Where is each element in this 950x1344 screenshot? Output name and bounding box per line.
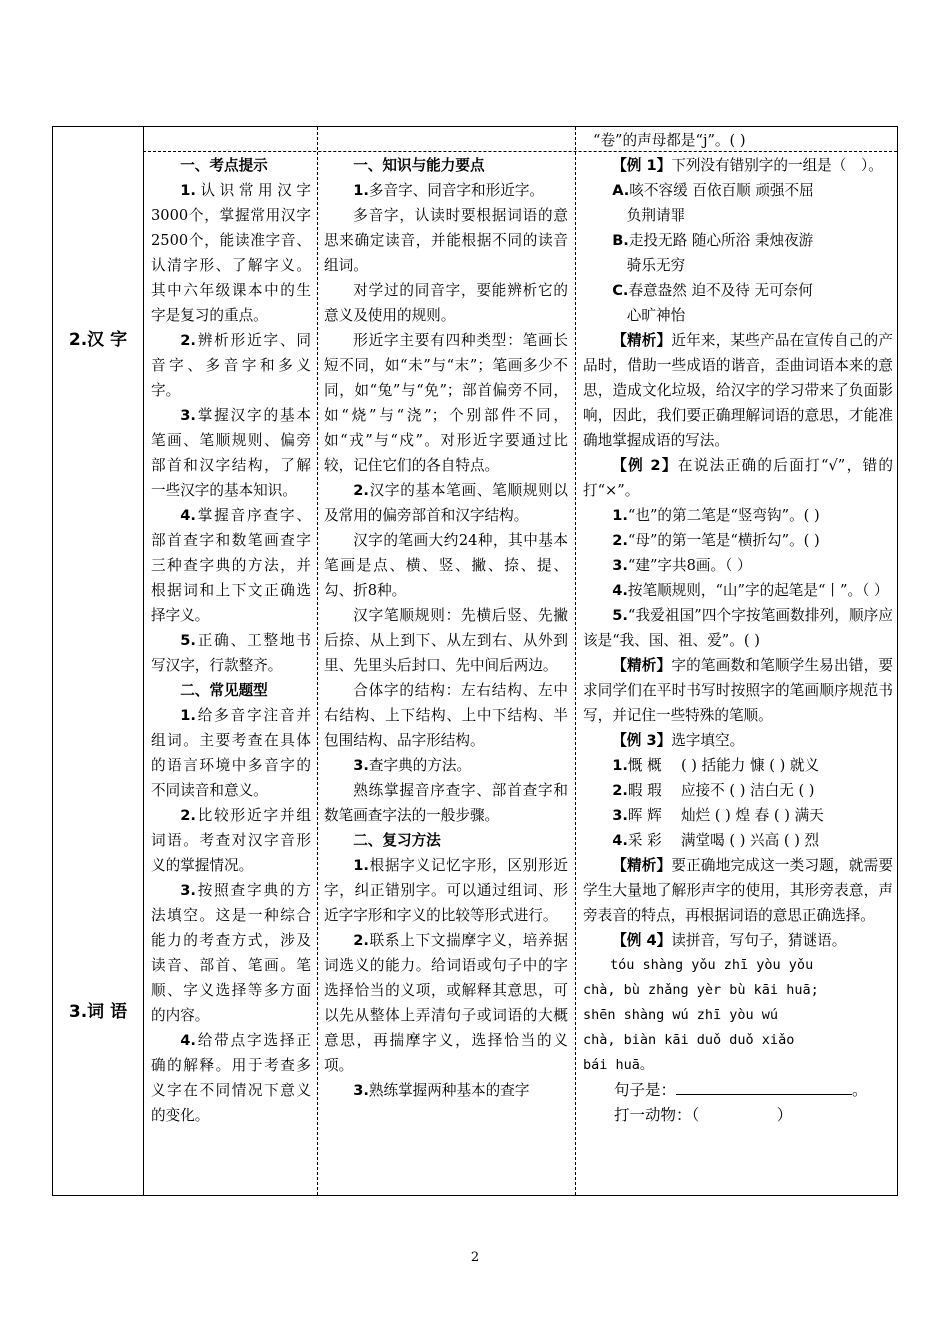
paragraph: 对学过的同音字，要能辨析它的意义及使用的规则。 — [324, 282, 568, 324]
question-item: 3.“建”字共8画。（ ） — [612, 557, 752, 574]
column-divider — [575, 127, 576, 1195]
paragraph: 3.熟练掌握两种基本的查字 — [353, 1082, 530, 1099]
content-table — [52, 126, 898, 1196]
option-continued: 心旷神怡 — [626, 307, 686, 324]
category-hanzi: 2.汉 字 — [68, 330, 128, 350]
category-ciyu: 3.词 语 — [68, 1002, 128, 1022]
analysis: 【精析】近年来，某些产品在宣传自己的产品时，借助一些成语的谐音，歪曲词语本来的意思，造成文化垃圾，给汉字的学习带来了负面影响，因此，我们要正确理解词语的意思，才能准确地掌握成语的写法。 — [583, 332, 893, 449]
paragraph: 1.认识常用汉字3000个，掌握常用汉字2500个，能读准字音、认清字形、了解字义。其中六年级课本中的生字是复习的重点。 — [151, 182, 311, 324]
paragraph: 3.按照查字典的方法填空。这是一种综合能力的考查方式，涉及读音、部首、笔画。笔顺、字义选择等多方面的内容。 — [151, 882, 311, 1024]
paragraph: 3.查字典的方法。 — [353, 757, 472, 774]
option-continued: 骑乐无穷 — [626, 257, 686, 274]
pinyin-line: chà, biàn kāi duǒ duǒ xiǎo — [583, 1032, 795, 1048]
pinyin-line: shēn shàng wú zhī yòu wú — [583, 1007, 779, 1023]
option-continued: 负荆请罪 — [626, 207, 686, 224]
pinyin-line: chà, bù zhǎng yèr bù kāi huā; — [583, 982, 819, 998]
section-heading: 二、复习方法 — [353, 832, 441, 849]
column-divider — [317, 127, 318, 1195]
example-question: 【例 4】读拼音，写句子，猜谜语。 — [612, 932, 847, 949]
paragraph: 合体字的结构：左右结构、左中右结构、上下结构、上中下结构、半包围结构、品字形结构。 — [324, 682, 568, 749]
question-item: 4.按笔顺规则，“山”字的起笔是“丨”。（ ） — [612, 582, 889, 599]
paragraph: 汉字笔顺规则：先横后竖、先撇后捺、从上到下、从左到右、从外到里、先里头后封口、先中间后两边。 — [324, 607, 568, 674]
examples-column — [583, 153, 893, 1128]
paragraph: 熟练掌握音序查字、部首查字和数笔画查字法的一般步骤。 — [324, 782, 568, 824]
question-item: 4.采 彩 满堂喝 ( ) 兴高 ( ) 烈 — [612, 832, 820, 849]
section-heading: 二、常见题型 — [180, 682, 268, 699]
column-divider — [143, 127, 144, 1195]
paragraph: 2.比较形近字并组词语。考查对汉字音形义的掌握情况。 — [151, 807, 311, 874]
paragraph: 4.掌握音序查字、部首查字和数笔画查字三种查字典的方法，并根据词和上下文正确选择字义。 — [151, 507, 311, 624]
question-item: 2.暇 瑕 应接不 ( ) 洁白无 ( ) — [612, 782, 815, 799]
example-question: 【例 3】选字填空。 — [612, 732, 745, 749]
exam-points-column — [151, 153, 311, 1128]
question-item: 3.晖 辉 灿烂 ( ) 煌 春 ( ) 满天 — [612, 807, 824, 824]
section-heading: 一、考点提示 — [180, 157, 268, 174]
analysis: 【精析】字的笔画数和笔顺学生易出错，要求同学们在平时书写时按照字的笔画顺序规范书写，并记住一些特殊的笔顺。 — [583, 657, 893, 724]
paragraph: 多音字，认读时要根据词语的意思来确定读音，并能根据不同的读音组词。 — [324, 207, 568, 274]
question-item: 2.“母”的第一笔是“横折勾”。( ) — [612, 532, 820, 549]
row-divider — [143, 151, 897, 152]
example-question: 【例 2】在说法正确的后面打“√”，错的打“×”。 — [583, 457, 893, 499]
answer-blank[interactable] — [676, 1078, 852, 1095]
question-item: 5.“我爱祖国”四个字按笔画数排列，顺序应该是“我、国、祖、爱”。( ) — [583, 607, 893, 649]
section-heading: 一、知识与能力要点 — [353, 157, 485, 174]
answer-animal: 打一动物：（ ） — [614, 1106, 793, 1124]
paragraph: 5.正确、工整地书写汉字，行款整齐。 — [151, 632, 311, 674]
pinyin-line: bái huā。 — [583, 1057, 654, 1073]
pinyin-line: tóu shàng yǒu zhī yòu yǒu — [610, 957, 814, 973]
page-number: 2 — [470, 1250, 480, 1265]
option: C.春意盎然 迫不及待 无可奈何 — [612, 282, 813, 299]
paragraph: 1.多音字、同音字和形近字。 — [353, 182, 545, 199]
option: B.走投无路 随心所浴 秉烛夜游 — [612, 232, 814, 249]
analysis: 【精析】要正确地完成这一类习题，就需要学生大量地了解形声字的使用，其形旁表意，声旁表音的特点，再根据词语的意思正确选择。 — [583, 857, 893, 924]
question-item: 1.“也”的第二笔是“竖弯钩”。( ) — [612, 507, 820, 524]
option: A.咳不容缓 百依百顺 顽强不屈 — [612, 182, 814, 199]
knowledge-column — [324, 153, 568, 1103]
example-question: 【例 1】下列没有错别字的一组是（ ）。 — [612, 157, 883, 174]
continued-question: “卷”的声母都是“j”。( ) — [593, 132, 746, 149]
paragraph: 汉字的笔画大约24种，其中基本笔画是点、横、竖、撇、捺、提、勾、折8种。 — [324, 532, 568, 599]
paragraph: 4.给带点字选择正确的解释。用于考查多义字在不同情况下意义的变化。 — [151, 1032, 311, 1124]
paragraph: 2.汉字的基本笔画、笔顺规则以及常用的偏旁部首和汉字结构。 — [324, 482, 568, 524]
question-item: 1.慨 概 ( ) 括能力 慷 ( ) 就义 — [612, 757, 820, 774]
paragraph: 2.联系上下文揣摩字义，培养据词选义的能力。给词语或句子中的字选择恰当的义项，或解释其意思，可以先从整体上弄清句子或词语的大概意思，再揣摩字义，选择恰当的义项。 — [324, 932, 568, 1074]
paragraph: 形近字主要有四种类型：笔画长短不同，如“未”与“末”；笔画多少不同，如“兔”与“免”；部首偏旁不同，如“烧”与“浇”；个别部件不同，如“戎”与“戍”。对形近字要通过比较，记住它们的各自特点。 — [324, 332, 568, 474]
answer-sentence: 句子是： 。 — [583, 1078, 893, 1103]
paragraph: 1.给多音字注音并组词。主要考查在具体的语言环境中多音字的不同读音和意义。 — [151, 707, 311, 799]
paragraph: 2.辨析形近字、同音字、多音字和多义字。 — [151, 332, 311, 399]
paragraph: 3.掌握汉字的基本笔画、笔顺规则、偏旁部首和汉字结构，了解一些汉字的基本知识。 — [151, 407, 311, 499]
paragraph: 1.根据字义记忆字形，区别形近字，纠正错别字。可以通过组词、形近字字形和字义的比较等形式进行。 — [324, 857, 568, 924]
